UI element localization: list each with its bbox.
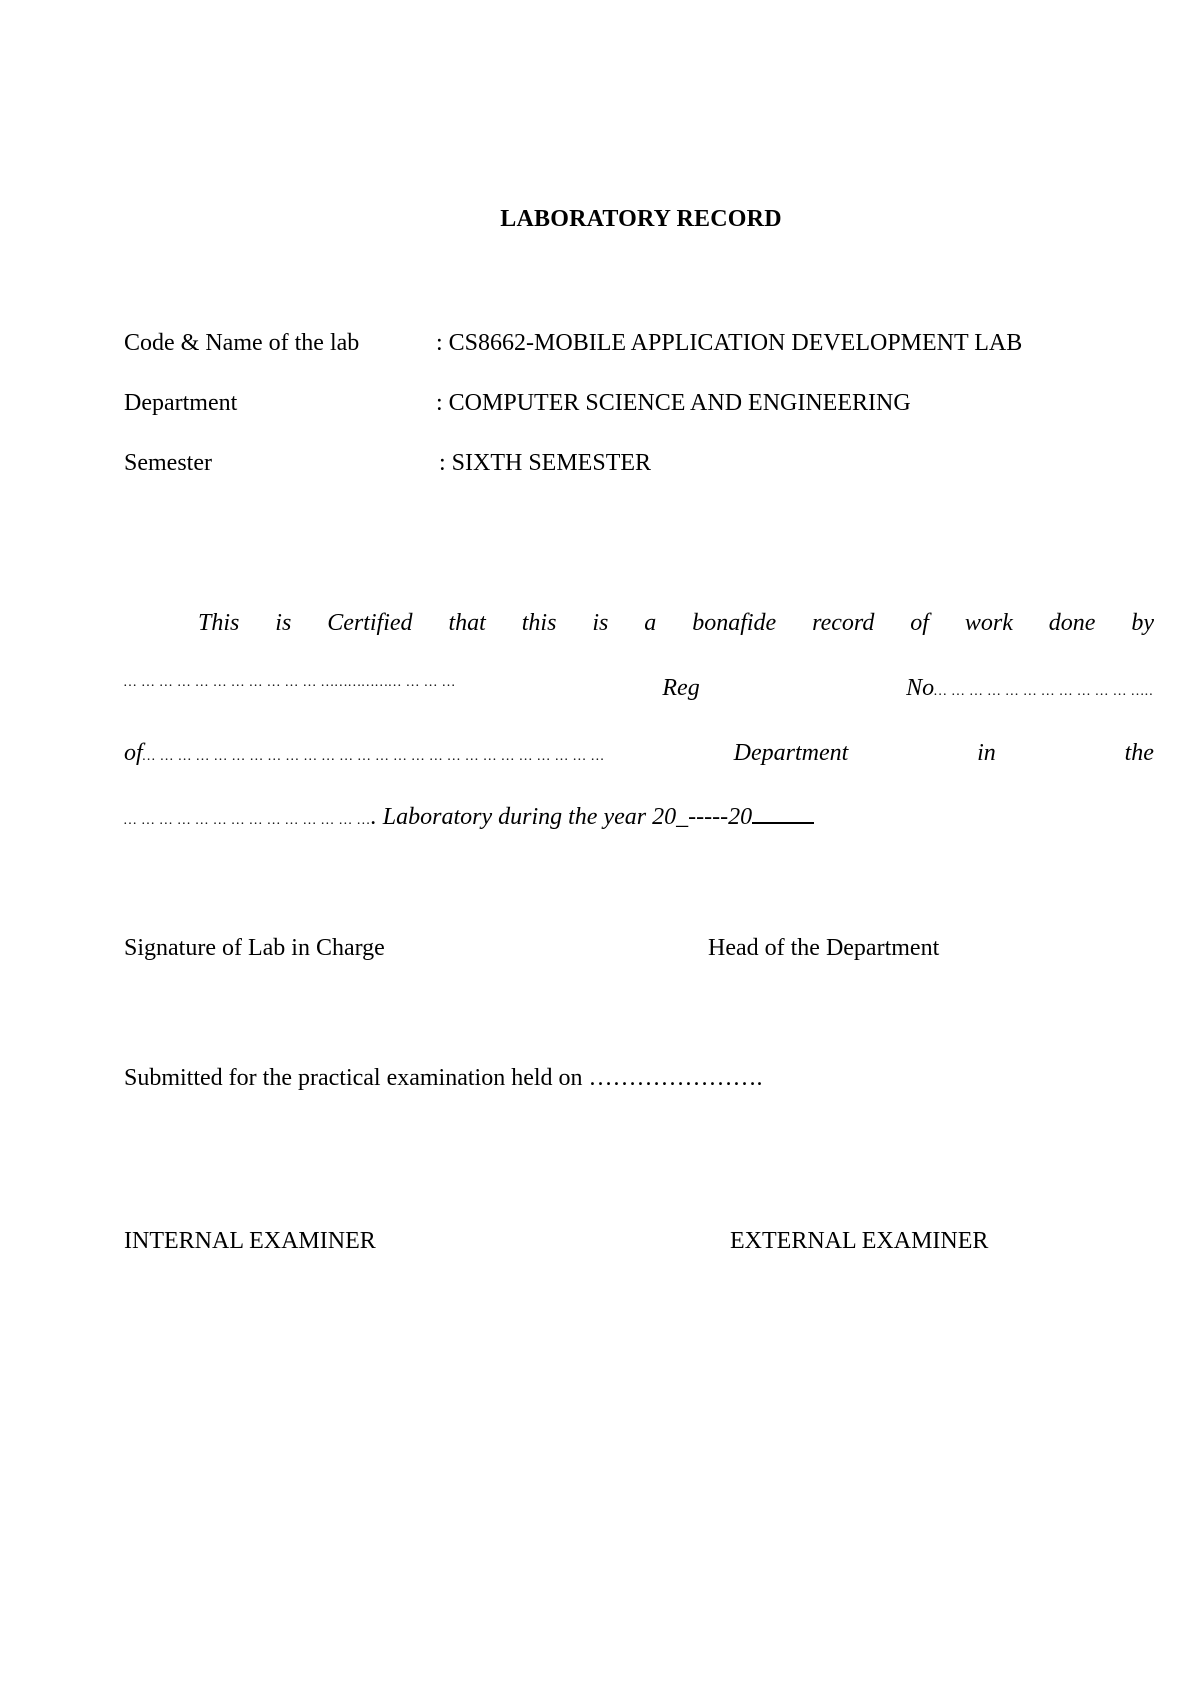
certificate-word: done [1048,610,1096,636]
certificate-line-4 [124,804,1154,831]
of-group [124,740,605,767]
certificate-word: record [812,610,875,636]
certificate-word: is [275,610,292,636]
reg-no-blank: … … … … … … … … … … … ….. [934,684,1154,699]
certificate-line-1 [124,610,1154,637]
of-label: of [124,740,143,766]
certificate-word: that [448,610,486,636]
submitted-line: Submitted for the practical examination held on …………………. [124,1065,763,1091]
lab-in-charge-signature: Signature of Lab in Charge [124,935,385,961]
reg-label: Reg [662,675,700,701]
external-examiner: EXTERNAL EXAMINER [730,1228,989,1254]
certificate-word: work [964,610,1013,636]
reg-no-group [906,675,1154,702]
semester-label: Semester [124,450,212,476]
laboratory-year-text: . Laboratory during the year 20_-----20 [370,804,753,830]
department-blank: … … … … … … … … … … … … … … … … … … … … … … … … … … [142,749,605,764]
lab-value: : CS8662-MOBILE APPLICATION DEVELOPMENT LAB [436,330,1023,356]
internal-examiner: INTERNAL EXAMINER [124,1228,376,1254]
department-label: Department [124,390,238,416]
certificate-word: is [592,610,609,636]
certificate-word: Certified [327,610,413,636]
the-word: the [1124,740,1154,766]
certificate-line-3 [124,740,1154,767]
certificate-word: by [1131,610,1154,636]
name-blank: … … … … … … … … … … … ……………… … … … [124,675,456,690]
certificate-word: This [198,610,240,636]
no-label: No [906,675,935,701]
department-value: : COMPUTER SCIENCE AND ENGINEERING [436,390,911,416]
department-word: Department [733,740,849,766]
certificate-word: this [521,610,557,636]
page-title: LABORATORY RECORD [500,206,782,232]
year-blank [752,806,814,824]
in-word: in [977,740,996,766]
certificate-word: of [910,610,929,636]
certificate-word: a [644,610,657,636]
hod-signature: Head of the Department [708,935,940,961]
certificate-line-2 [124,675,1154,702]
laboratory-blank: … … … … … … … … … … … … … … [124,813,371,828]
semester-value: : SIXTH SEMESTER [439,450,652,476]
certificate-word: bonafide [692,610,777,636]
lab-label: Code & Name of the lab [124,330,360,356]
